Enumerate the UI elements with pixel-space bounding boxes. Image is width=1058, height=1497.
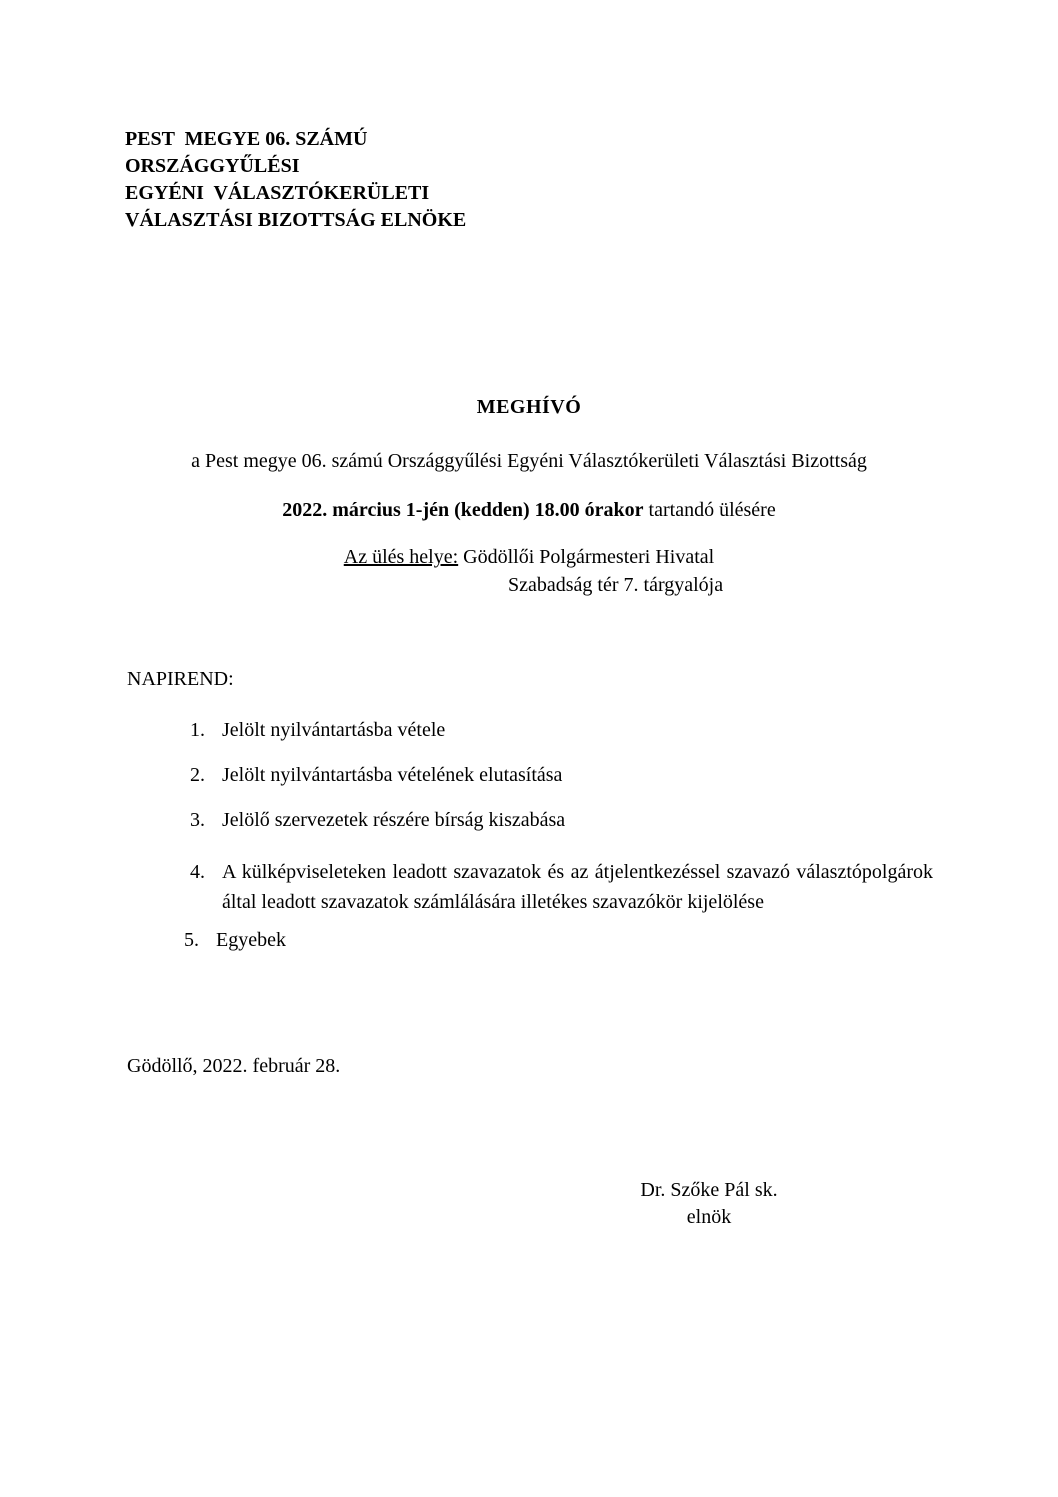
agenda-item xyxy=(190,760,933,790)
intro-line: a Pest megye 06. számú Országgyűlési Egyéni Választókerületi Választási Bizottság xyxy=(191,450,867,472)
datetime-line xyxy=(0,499,1058,522)
signature-title: elnök xyxy=(686,1206,732,1228)
location-label: Az ülés helye: xyxy=(343,546,459,568)
agenda-item-number: 1. xyxy=(190,719,205,741)
location-line xyxy=(0,546,1058,569)
datetime-regular-text: tartandó ülésére xyxy=(643,499,776,521)
location-value: Gödöllői Polgármesteri Hivatal xyxy=(458,546,715,568)
agenda-item-number: 3. xyxy=(190,809,205,831)
agenda-item-number: 5. xyxy=(184,929,199,951)
letterhead-line-3: EGYÉNI VÁLASZTÓKERÜLETI xyxy=(125,182,430,204)
agenda-item xyxy=(190,715,933,745)
datetime-bold-text: 2022. március 1-jén (kedden) 18.00 órakor xyxy=(282,499,644,521)
letterhead-line-4: VÁLASZTÁSI BIZOTTSÁG ELNÖKE xyxy=(125,209,467,231)
letterhead-line-1: PEST MEGYE 06. SZÁMÚ xyxy=(125,128,368,150)
agenda-item-number: 2. xyxy=(190,764,205,786)
agenda-item-text: Egyebek xyxy=(216,929,286,951)
agenda-list xyxy=(184,715,933,970)
letterhead-line-2: ORSZÁGGYŰLÉSI xyxy=(125,155,300,177)
agenda-item xyxy=(190,857,933,917)
agenda-item-text: Jelölt nyilvántartásba vételének elutasítása xyxy=(222,764,563,786)
letterhead xyxy=(125,126,466,234)
signature-name: Dr. Szőke Pál sk. xyxy=(640,1179,778,1201)
location-address-line: Szabadság tér 7. tárgyalója xyxy=(508,574,724,596)
place-date-line: Gödöllő, 2022. február 28. xyxy=(127,1055,341,1077)
agenda-item-text: A külképviseleteken leadott szavazatok és az átjelentkezéssel szavazó választópolgárok által leadott szavazatok számlálására illetékes szavazókör kijelölése xyxy=(222,861,933,913)
agenda-item-text: Jelölő szervezetek részére bírság kiszabása xyxy=(222,809,566,831)
signature-block xyxy=(628,1177,790,1231)
agenda-item-text: Jelölt nyilvántartásba vétele xyxy=(222,719,446,741)
agenda-item-number: 4. xyxy=(190,861,205,883)
document-title: MEGHÍVÓ xyxy=(476,396,582,418)
agenda-item xyxy=(184,925,933,955)
agenda-item xyxy=(190,805,933,835)
agenda-heading: NAPIREND: xyxy=(127,668,234,690)
